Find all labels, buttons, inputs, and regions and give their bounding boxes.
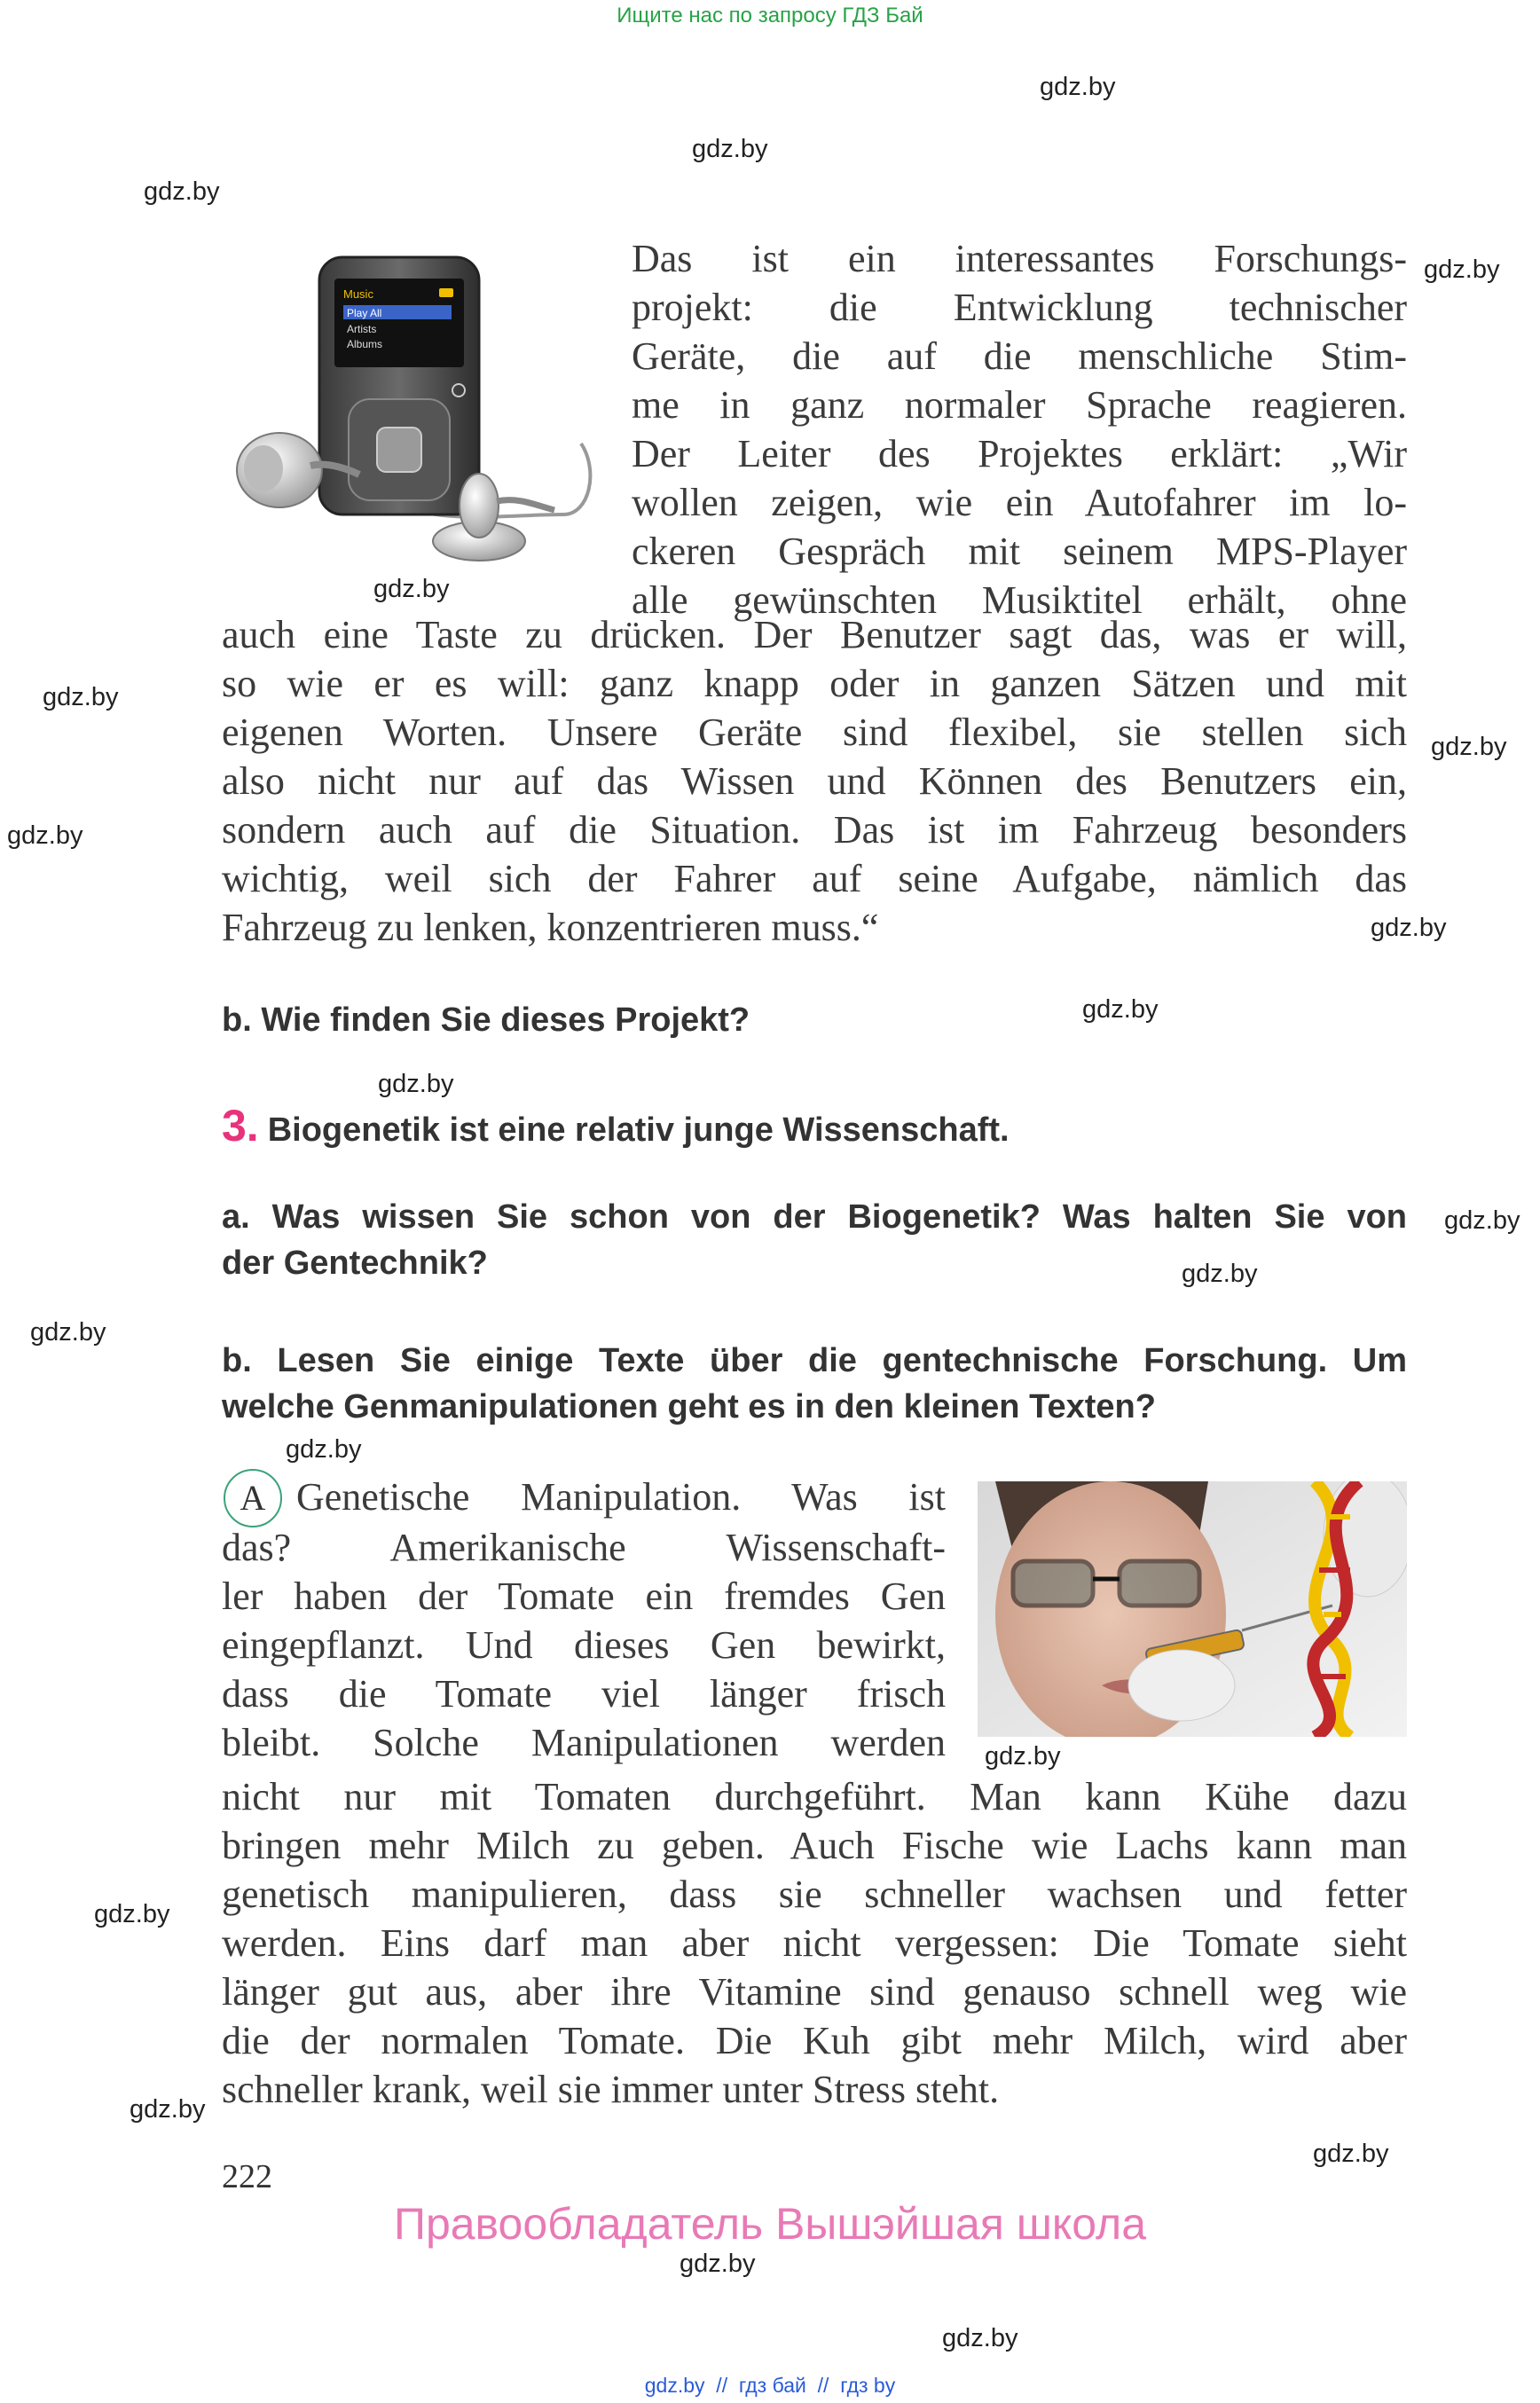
text-line: die der normalen Tomate. Die Kuh gibt mehr Milch, wird aber [222, 2019, 1407, 2062]
task-title: Biogenetik ist eine relativ junge Wissenschaft. [267, 1111, 1010, 1149]
watermark: gdz.by [43, 683, 119, 711]
mp3-menu-item: Albums [347, 338, 383, 350]
text-line: sondern auch auf die Situation. Das ist im Fahrzeug besonders [222, 808, 1407, 852]
watermark: gdz.by [30, 1318, 106, 1347]
watermark: gdz.by [985, 1742, 1061, 1771]
question-line: a. Was wissen Sie schon von der Biogenetik? Was halten Sie von [222, 1198, 1407, 1236]
text-line: ler haben der Tomate ein fremdes Gen [222, 1575, 946, 1618]
text-line: Fahrzeug zu lenken, konzentrieren muss.“ [222, 906, 879, 949]
text-line: das? Amerikanische Wissenschaft- [222, 1526, 946, 1569]
text-line: länger gut aus, aber ihre Vitamine sind genauso schnell weg wie [222, 1970, 1407, 2014]
text-line: dass die Tomate viel länger frisch [222, 1672, 946, 1716]
text-line: auch eine Taste zu drücken. Der Benutzer sagt das, was er will, [222, 613, 1407, 656]
text-line: Der Leiter des Projektes erklärt: „Wir [632, 432, 1407, 475]
mp3-menu-item: Play All [347, 307, 382, 319]
top-banner[interactable]: Ищите нас по запросу ГДЗ Бай [617, 4, 923, 27]
text-line: projekt: die Entwicklung technischer [632, 286, 1407, 329]
watermark: gdz.by [692, 135, 768, 163]
paragraph-forschungsprojekt-bottom [222, 610, 1407, 952]
watermark: gdz.by [1431, 733, 1507, 761]
text-marker-a: A [224, 1469, 282, 1527]
watermark: gdz.by [286, 1435, 362, 1464]
text-a-wrapped [222, 1523, 946, 1767]
text-line: werden. Eins darf man aber nicht vergessen: Die Tomate sieht [222, 1921, 1407, 1965]
question-line: welche Genmanipulationen geht es in den kleinen Texten? [222, 1388, 1156, 1425]
watermark: gdz.by [680, 2250, 756, 2278]
question-text: b. Wie finden Sie dieses Projekt? [222, 1001, 750, 1039]
question-2b [222, 997, 1407, 1043]
watermark: gdz.by [1371, 914, 1447, 942]
watermark: gdz.by [378, 1070, 454, 1098]
watermark: gdz.by [1424, 255, 1500, 284]
text-line: bringen mehr Milch zu geben. Auch Fische wie Lachs kann man [222, 1824, 1407, 1867]
question-line: b. Lesen Sie einige Texte über die gentechnische Forschung. Um [222, 1342, 1407, 1379]
copyright-notice: Правообладатель Вышэйшая школа [394, 2199, 1146, 2249]
watermark: gdz.by [1313, 2140, 1389, 2168]
paragraph-forschungsprojekt-top [632, 234, 1407, 624]
task-number: 3. [222, 1101, 259, 1150]
question-line: der Gentechnik? [222, 1245, 488, 1282]
watermark: gdz.by [373, 575, 450, 603]
watermark: gdz.by [94, 1900, 170, 1928]
scientist-dna-photo [978, 1481, 1407, 1737]
mp3-screen-title: Music [343, 287, 373, 301]
text-line: Genetische Manipulation. Was ist [296, 1475, 946, 1519]
watermark: gdz.by [1444, 1206, 1520, 1235]
text-line: alle gewünschten Musiktitel erhält, ohne [632, 578, 1407, 622]
watermark: gdz.by [144, 177, 220, 206]
text-line: also nicht nur auf das Wissen und Können des Benutzers ein, [222, 759, 1407, 803]
text-line: ckeren Gespräch mit seinem MPS-Player [632, 530, 1407, 573]
text-line: eigenen Worten. Unsere Geräte sind flexibel, sie stellen sich [222, 711, 1407, 754]
footer-links[interactable]: gdz.by // гдз бай // гдз by [644, 2374, 896, 2397]
watermark: gdz.by [130, 2095, 206, 2124]
text-line: Das ist ein interessantes Forschungs- [632, 237, 1407, 280]
mp3-menu-item: Artists [347, 323, 377, 335]
text-a-first-line [296, 1472, 946, 1521]
text-line: schneller krank, weil sie immer unter Stress steht. [222, 2068, 1000, 2111]
text-a-full [222, 1772, 1407, 2114]
question-3a [222, 1194, 1407, 1286]
watermark: gdz.by [1182, 1260, 1258, 1288]
text-line: wichtig, weil sich der Fahrer auf seine Aufgabe, nämlich das [222, 857, 1407, 900]
page-number: 222 [222, 2158, 272, 2195]
text-line: genetisch manipulieren, dass sie schneller wachsen und fetter [222, 1873, 1407, 1916]
task-3-heading [222, 1100, 1407, 1153]
question-3b [222, 1338, 1407, 1430]
text-line: eingepflanzt. Und dieses Gen bewirkt, [222, 1623, 946, 1667]
mp3-player-image [226, 248, 599, 568]
text-line: bleibt. Solche Manipulationen werden [222, 1721, 946, 1764]
text-line: me in ganz normaler Sprache reagieren. [632, 383, 1407, 427]
text-line: wollen zeigen, wie ein Autofahrer im lo- [632, 481, 1407, 524]
watermark: gdz.by [1082, 995, 1159, 1024]
watermark: gdz.by [1040, 73, 1116, 101]
watermark: gdz.by [942, 2324, 1018, 2352]
text-line: so wie er es will: ganz knapp oder in ganzen Sätzen und mit [222, 662, 1407, 705]
text-line: Geräte, die auf die menschliche Stim- [632, 334, 1407, 378]
watermark: gdz.by [7, 821, 83, 850]
text-line: nicht nur mit Tomaten durchgeführt. Man kann Kühe dazu [222, 1775, 1407, 1818]
